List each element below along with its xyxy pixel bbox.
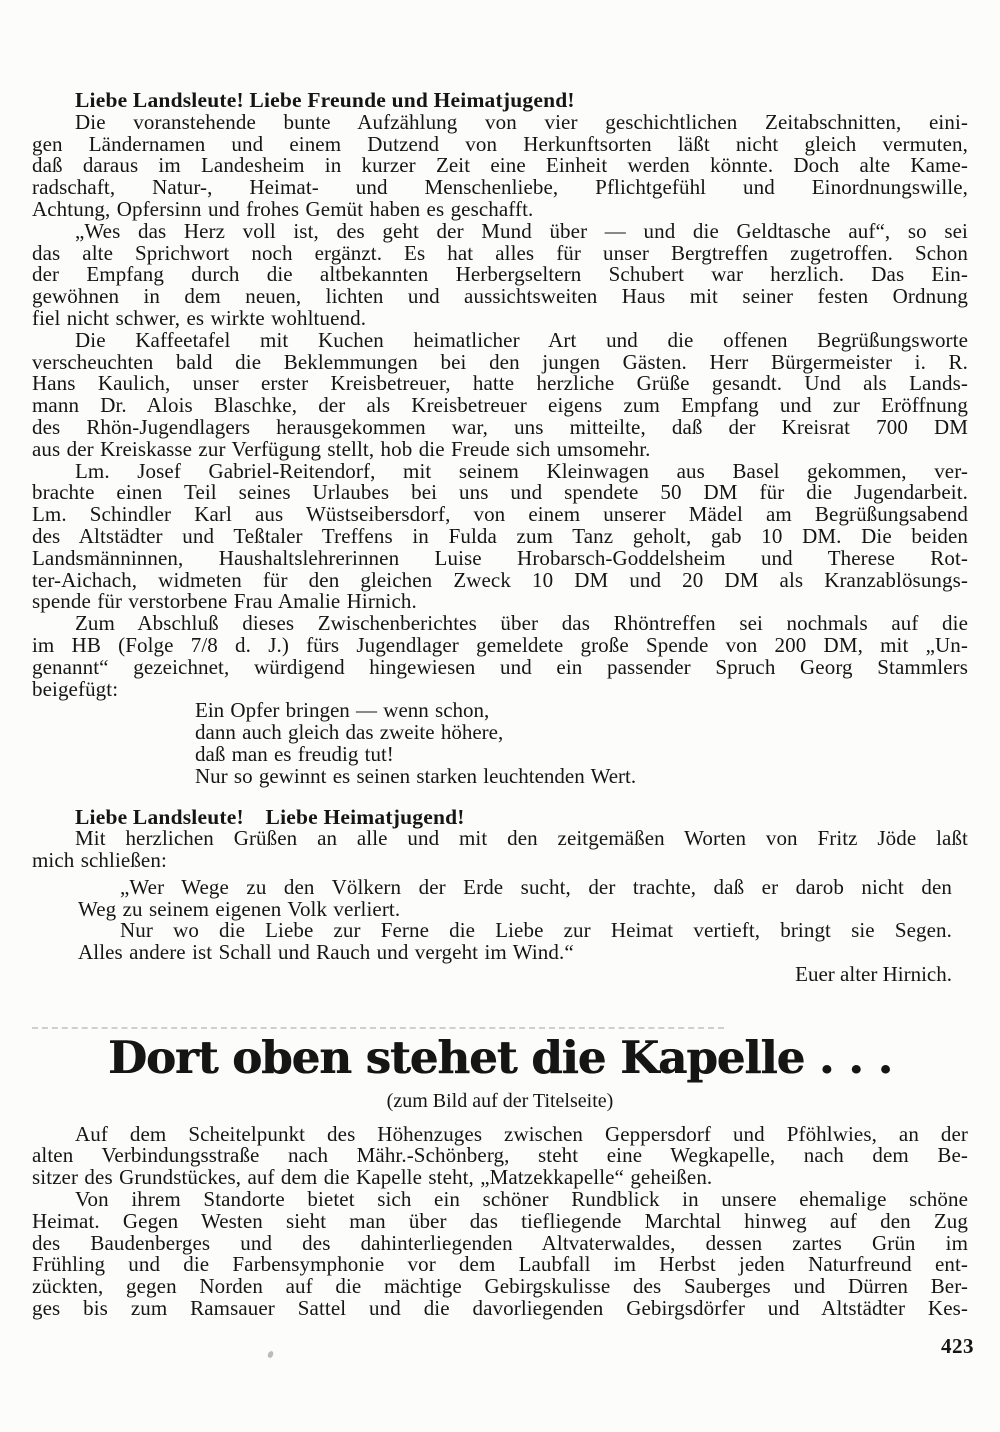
text-line: alten Verbindungsstraße nach Mähr.-Schönberg, steht eine Wegkapelle, nach dem Be- [32,1143,968,1168]
text-line: Weg zu seinem eigenen Volk verliert. [78,896,401,921]
signature-line: Euer alter Hirnich. [795,962,952,987]
body-paragraph [32,218,968,330]
poem-line: daß man es freudig tut! [195,741,394,766]
text-line: des Rhön-Jugendlagers herausgekommen war, uns mitteilte, daß der Kreisrat 700 DM [32,414,968,439]
text-line: „Wer Wege zu den Völkern der Erde sucht, der trachte, daß er darob nicht den [120,874,952,899]
poem-line: dann auch gleich das zweite höhere, [195,720,504,745]
text-line: spende für verstorbene Frau Amalie Hirnich. [32,589,417,614]
text-line: gewöhnen in dem neuen, lichten und aussichtsweiten Haus mit seiner festen Ordnung [32,284,968,309]
poem-line: Nur so gewinnt es seinen starken leuchtenden Wert. [195,763,637,788]
text-line: Die voranstehende bunte Aufzählung von vier geschichtlichen Zeitabschnitten, eini- [75,109,968,134]
text-line: gen Ländernamen und einem Dutzend von Herkunftsorten läßt nicht gleich vermuten, [32,131,968,156]
text-line: Lm. Josef Gabriel-Reitendorf, mit seinem Kleinwagen aus Basel gekommen, ver- [75,458,968,483]
text-line: Frühling und die Farbensymphonie vor dem Laubfall im Herbst jeden Naturfreund ent- [32,1252,968,1277]
body-paragraph [32,109,968,221]
text-line: mich schließen: [32,848,167,873]
text-line: des Baudenberges und des dahinterliegenden Altvaterwaldes, dessen zartes Grün im [32,1230,968,1255]
body-paragraph [32,828,968,872]
text-line: im HB (Folge 7/8 d. J.) fürs Jugendlager gemeldete große Spende von 200 DM, mit „Un- [32,632,968,657]
text-line: sitzer des Grundstückes, auf dem die Kapelle steht, „Matzekkapelle“ geheißen. [32,1165,713,1190]
text-line: das alte Sprichwort noch ergänzt. Es hat alles für unser Bergtreffen zugetroffen. Schon [32,240,968,265]
text-line: Alles andere ist Schall und Rauch und vergeht im Wind.“ [78,940,574,965]
body-paragraph [32,1121,968,1190]
text-line: Lm. Schindler Karl aus Wüstseibersdorf, von einem unserer Mädel am Begrüßungsabend [32,502,968,527]
text-line: Nur wo die Liebe zur Ferne die Liebe zur Heimat vertieft, bringt sie Segen. [120,918,952,943]
body-paragraph [32,458,968,614]
text-line: zückten, gegen Norden auf die mächtige Gebirgskulisse des Sauberges und Dürren Ber- [32,1274,968,1299]
text-line: brachte einen Teil seines Urlaubes bei uns und spendete 50 DM für die Jugendarbeit. [32,480,968,505]
text-line: aus der Kreiskasse zur Verfügung stellt, hob die Freude sich umsomehr. [32,436,651,461]
scan-speck [267,1350,274,1358]
body-paragraph [32,1189,968,1320]
greeting-heading-2: Liebe Landsleute! Liebe Heimatjugend! [75,804,465,829]
text-line: „Wes das Herz voll ist, des geht der Mund über — und die Geldtasche auf“, so sei [75,218,968,243]
quote-paragraph [78,874,952,921]
quote-paragraph [78,920,952,964]
text-line: verscheuchten bald die Beklemmungen bei den jungen Gästen. Herr Bürgermeister i. R. [32,349,968,374]
blackletter-title: Dort oben stehet die Kapelle . . . [107,1030,893,1084]
text-line: Zum Abschluß dieses Zwischenberichtes über das Rhöntreffen sei nochmals auf die [75,611,968,636]
text-line: genannt“ gezeichnet, würdigend hingewiesen und ein passender Spruch Georg Stammlers [32,654,968,679]
document-body [32,90,968,1320]
text-line: beigefügt: [32,676,119,701]
text-line: mann Dr. Alois Blaschke, der als Kreisbetreuer eigens zum Empfang und zur Eröffnung [32,393,968,418]
poem [195,700,968,787]
greeting-heading-1: Liebe Landsleute! Liebe Freunde und Heimatjugend! [75,88,575,112]
closing-quote [78,874,952,965]
text-line: Von ihrem Standorte bietet sich ein schöner Rundblick in unsere ehemalige schöne [75,1187,968,1212]
body-paragraph [32,613,968,700]
title-caption: (zum Bild auf der Titelseite) [386,1089,614,1112]
text-line: radschaft, Natur-, Heimat- und Menschenliebe, Pflichtgefühl und Einordnungswille, [32,175,968,200]
poem-line: Ein Opfer bringen — wenn schon, [195,698,490,723]
text-line: fiel nicht schwer, es wirkte wohltuend. [32,305,367,330]
text-line: Heimat. Gegen Westen sieht man über das tiefliegende Marchtal hinweg auf den Zug [32,1208,968,1233]
text-line: Achtung, Opfersinn und frohes Gemüt haben es geschafft. [32,196,534,221]
text-line: ter-Aichach, widmeten für den gleichen Zweck 10 DM und 20 DM als Kranzablösungs- [32,567,968,592]
text-line: Hans Kaulich, unser erster Kreisbetreuer, hatte herzliche Grüße gesandt. Und als Lands- [32,371,968,396]
text-line: der Empfang durch die altbekannten Herbergseltern Schubert war herzlich. Das Ein- [32,262,968,287]
text-line: Landsmänninnen, Haushaltslehrerinnen Luise Hrobarsch-Goddelsheim und Therese Rot- [32,545,968,570]
page-number: 423 [941,1334,974,1358]
text-line: daß daraus im Landesheim in kurzer Zeit eine Einheit werden könnte. Doch alte Kame- [32,153,968,178]
text-line: ges bis zum Ramsauer Sattel und die davorliegenden Gebirgsdörfer und Altstädter Kes- [32,1296,968,1321]
text-line: Auf dem Scheitelpunkt des Höhenzuges zwischen Geppersdorf und Pföhlwies, an der [75,1121,968,1146]
text-line: Die Kaffeetafel mit Kuchen heimatlicher Art und die offenen Begrüßungsworte [75,327,968,352]
text-line: Mit herzlichen Grüßen an alle und mit den zeitgemäßen Worten von Fritz Jöde laßt [75,826,968,851]
scan-artifact-dashes [32,1027,724,1029]
body-paragraph [32,327,968,461]
text-line: des Altstädter und Teßtaler Treffens in Fulda zum Tanz geholt, gab 10 DM. Die beiden [32,523,968,548]
